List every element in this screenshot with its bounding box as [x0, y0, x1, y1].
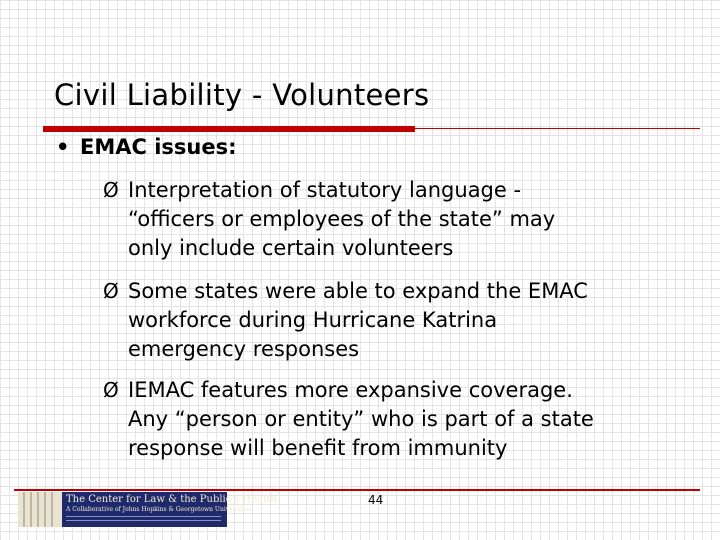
- arrow-bullet-icon: Ø: [103, 378, 119, 402]
- columns-icon: [18, 492, 62, 527]
- logo-subtitle: A Collaborative of Johns Hopkins & Georgetown Universities: [66, 506, 252, 513]
- sub-bullet-text: Interpretation of statutory language - “officers or employees of the state” may only include certain volunteers: [128, 178, 556, 260]
- title-underline-thick: [43, 126, 415, 132]
- sub-bullet-text: IEMAC features more expansive coverage. Any “person or entity” who is part of a state response will benefit from immunity: [128, 378, 594, 460]
- page-number: 44: [368, 493, 384, 507]
- center-logo: [18, 492, 277, 527]
- main-bullet: [56, 135, 237, 159]
- main-bullet-text: EMAC issues:: [80, 135, 237, 159]
- logo-name: The Center for Law & the Public's Health: [66, 494, 277, 505]
- logo-fine-print: [66, 516, 221, 524]
- title-underline-thin: [415, 128, 700, 129]
- bullet-dot-icon: •: [56, 135, 70, 159]
- arrow-bullet-icon: Ø: [103, 279, 119, 303]
- arrow-bullet-icon: Ø: [103, 178, 119, 202]
- slide-title: Civil Liability - Volunteers: [54, 78, 430, 112]
- footer-rule: [14, 489, 700, 491]
- sub-bullet-text: Some states were able to expand the EMAC workforce during Hurricane Katrina emergency responses: [128, 279, 588, 361]
